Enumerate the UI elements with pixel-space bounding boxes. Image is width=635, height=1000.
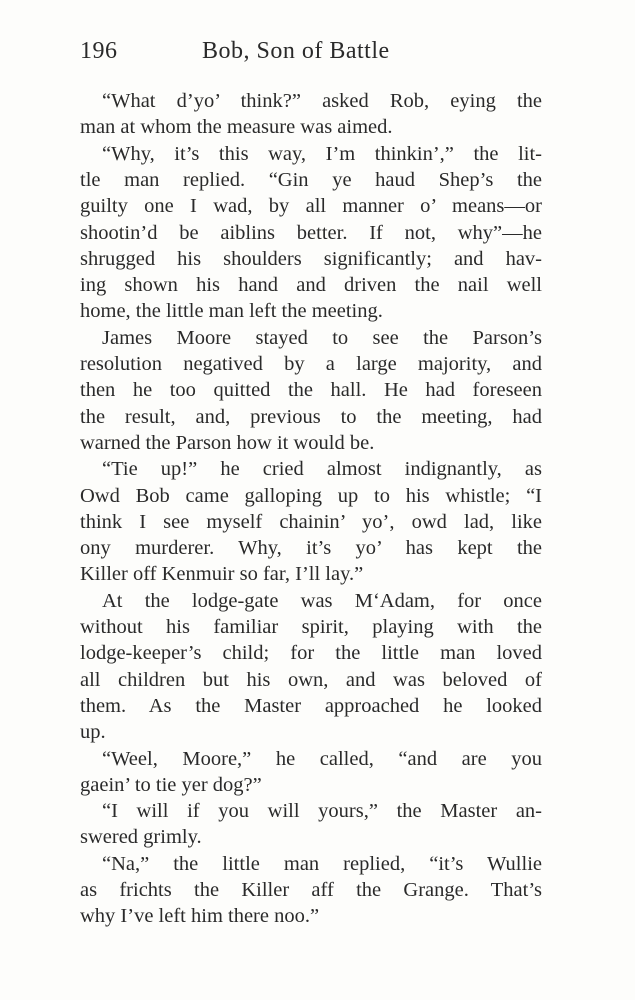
text-line: tle man replied. “Gin ye haud Shep’s the	[80, 168, 542, 191]
running-head	[80, 38, 542, 72]
text-line: think I see myself chainin’ yo’, owd lad, like	[80, 510, 542, 533]
text-line: the result, and, previous to the meeting, had	[80, 405, 542, 428]
text-line: “What d’yo’ think?” asked Rob, eying the	[102, 90, 542, 112]
text-line: “Na,” the little man replied, “it’s Wullie	[102, 852, 542, 875]
text-line: “Weel, Moore,” he called, “and are you	[102, 747, 542, 770]
text-line: all children but his own, and was beloved of	[80, 668, 542, 691]
text-line: Owd Bob came galloping up to his whistle; “I	[80, 484, 542, 507]
text-line: home, the little man left the meeting.	[80, 300, 383, 323]
text-line: them. As the Master approached he looked	[80, 694, 542, 717]
text-line: without his familiar spirit, playing with the	[80, 616, 542, 638]
text-line: swered grimly.	[80, 826, 202, 849]
book-title: Bob, Son of Battle	[202, 38, 390, 64]
text-line: why I’ve left him there noo.”	[80, 905, 320, 928]
text-line: warned the Parson how it would be.	[80, 431, 375, 454]
text-line: as frichts the Killer aff the Grange. That’s	[80, 879, 542, 901]
text-line: Killer off Kenmuir so far, I’ll lay.”	[80, 563, 364, 586]
text-line: then he too quitted the hall. He had foreseen	[80, 379, 542, 402]
text-line: resolution negatived by a large majority, and	[80, 353, 542, 375]
text-line: James Moore stayed to see the Parson’s	[102, 326, 542, 349]
text-line: lodge-keeper’s child; for the little man loved	[80, 642, 542, 665]
text-line: man at whom the measure was aimed.	[80, 116, 393, 139]
text-line: “Tie up!” he cried almost indignantly, as	[102, 458, 542, 481]
text-line: “I will if you will yours,” the Master an-	[102, 800, 542, 823]
text-line: shootin’d be aiblins better. If not, why”—he	[80, 221, 542, 244]
text-line: At the lodge-gate was M‘Adam, for once	[102, 589, 542, 612]
text-line: “Why, it’s this way, I’m thinkin’,” the lit-	[102, 142, 542, 165]
text-line: ing shown his hand and driven the nail well	[80, 274, 542, 297]
page-number: 196	[80, 38, 118, 64]
text-line: shrugged his shoulders significantly; and hav-	[80, 247, 542, 270]
text-line: guilty one I wad, by all manner o’ means—or	[80, 195, 542, 218]
text-line: ony murderer. Why, it’s yo’ has kept the	[80, 537, 542, 560]
text-line: gaein’ to tie yer dog?”	[80, 773, 262, 796]
text-line: up.	[80, 721, 106, 744]
